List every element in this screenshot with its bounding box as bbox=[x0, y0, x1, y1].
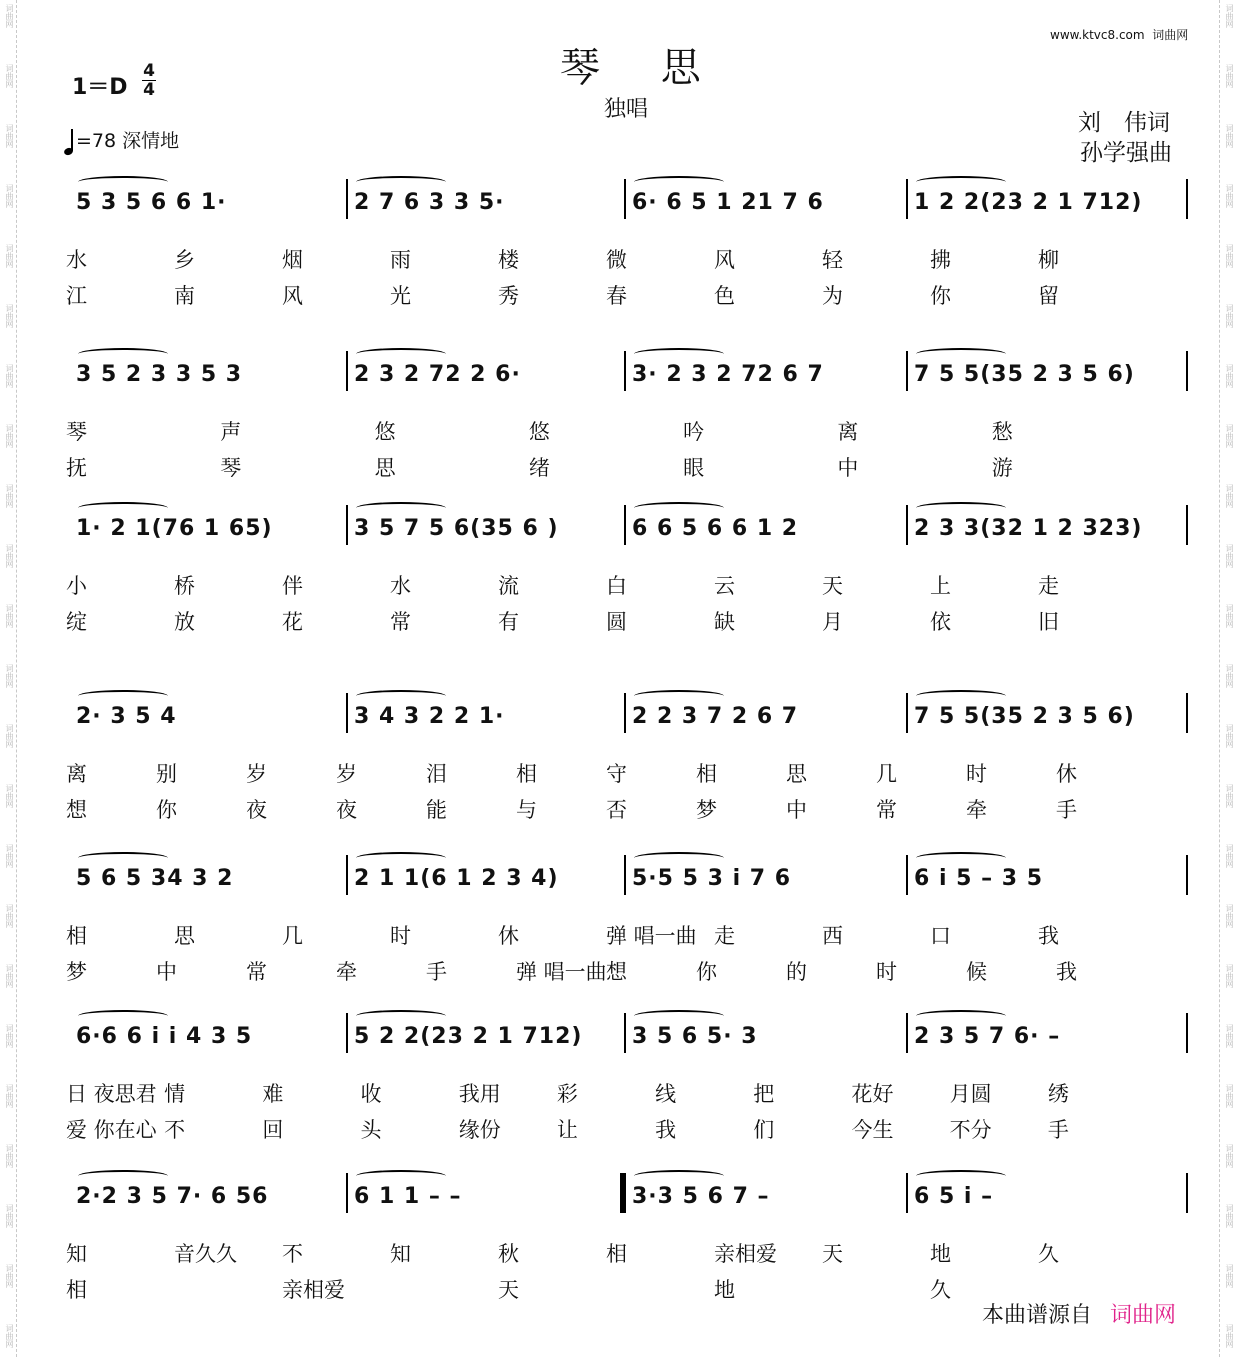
lyric-syllable: 月圆 bbox=[949, 1082, 992, 1106]
lyric-syllable: 弹 唱一曲 bbox=[606, 924, 697, 948]
lyric-syllable: 圆 bbox=[606, 610, 627, 634]
lyric-syllable: 梦 bbox=[696, 798, 717, 822]
barline bbox=[346, 505, 348, 545]
barline bbox=[1186, 1013, 1188, 1053]
lyric-syllable: 愁 bbox=[991, 420, 1013, 444]
lyric-syllable: 休 bbox=[498, 924, 519, 948]
lyric-syllable: 抚 bbox=[66, 456, 87, 480]
slur-mark bbox=[916, 852, 1006, 864]
lyric-syllable: 秋 bbox=[498, 1242, 519, 1266]
time-signature-top: 4 bbox=[143, 61, 155, 81]
lyric-syllable: 天 bbox=[822, 1242, 843, 1266]
measure-notes: 6 5 i – bbox=[914, 1184, 994, 1209]
lyric-syllable: 亲相爱 bbox=[714, 1242, 777, 1266]
measure-notes: 7 5 5(35 2 3 5 6) bbox=[914, 704, 1135, 729]
side-watermark-mark: 词曲网 bbox=[5, 244, 14, 268]
side-watermark-mark: 词曲网 bbox=[1225, 124, 1234, 148]
measure-notes: 2 1 1(6 1 2 3 4) bbox=[354, 866, 559, 891]
lyric-syllable: 旧 bbox=[1038, 610, 1059, 634]
lyric-syllable: 放 bbox=[174, 610, 195, 634]
slur-mark bbox=[356, 1170, 446, 1182]
lyric-syllable: 依 bbox=[930, 610, 951, 634]
lyric-syllable: 休 bbox=[1056, 762, 1077, 786]
slur-mark bbox=[634, 690, 724, 702]
barline bbox=[346, 693, 348, 733]
composer-credit: 孙学强曲 bbox=[1080, 140, 1172, 166]
lyric-syllable: 桥 bbox=[174, 574, 195, 598]
slur-mark bbox=[916, 1010, 1006, 1022]
side-watermark-mark: 词曲网 bbox=[1225, 424, 1234, 448]
lyric-syllable: 流 bbox=[498, 574, 519, 598]
lyric-syllable: 为 bbox=[822, 284, 843, 308]
measure-notes: 5·5 5 3 i 7 6 bbox=[632, 866, 792, 891]
lyric-syllable: 们 bbox=[753, 1118, 775, 1142]
lyric-syllable: 能 bbox=[426, 798, 447, 822]
lyricist-credit: 刘 伟词 bbox=[1078, 110, 1170, 136]
slur-mark bbox=[78, 690, 168, 702]
measure-notes: 3·3 5 6 7 – bbox=[632, 1184, 770, 1209]
lyric-syllable: 相 bbox=[516, 762, 537, 786]
side-watermark-mark: 词曲网 bbox=[1225, 64, 1234, 88]
lyric-syllable: 几 bbox=[282, 924, 303, 948]
lyric-syllable: 彩 bbox=[556, 1082, 578, 1106]
measure-notes: 2·2 3 5 7· 6 56 bbox=[76, 1184, 269, 1209]
side-watermark-mark: 词曲网 bbox=[1225, 1144, 1234, 1168]
side-watermark-mark: 词曲网 bbox=[5, 304, 14, 328]
lyric-syllable: 绽 bbox=[66, 610, 87, 634]
lyric-syllable: 秀 bbox=[498, 284, 519, 308]
lyric-syllable: 回 bbox=[262, 1118, 284, 1142]
slur-mark bbox=[356, 852, 446, 864]
lyric-syllable: 雨 bbox=[390, 248, 411, 272]
lyric-syllable: 泪 bbox=[426, 762, 447, 786]
lyric-syllable: 手 bbox=[426, 960, 447, 984]
song-subtitle: 独唱 bbox=[604, 97, 649, 122]
slur-mark bbox=[916, 502, 1006, 514]
lyric-syllable: 楼 bbox=[498, 248, 519, 272]
measure-group bbox=[62, 176, 1192, 222]
lyric-syllable: 游 bbox=[991, 456, 1013, 480]
side-watermark-mark: 词曲网 bbox=[5, 544, 14, 568]
lyric-syllable: 轻 bbox=[822, 248, 843, 272]
side-watermark-mark: 词曲网 bbox=[5, 844, 14, 868]
lyric-syllable: 南 bbox=[174, 284, 195, 308]
side-watermark-mark: 词曲网 bbox=[5, 1324, 14, 1348]
lyric-syllable: 不 bbox=[164, 1118, 186, 1142]
barline bbox=[1186, 693, 1188, 733]
lyric-syllable: 爱 你在心 bbox=[66, 1118, 157, 1142]
source-footer bbox=[982, 1298, 1176, 1329]
measure-notes: 2 2 3 7 2 6 7 bbox=[632, 704, 799, 729]
slur-mark bbox=[78, 176, 168, 188]
lyric-syllable: 乡 bbox=[174, 248, 195, 272]
lyric-syllable: 手 bbox=[1047, 1118, 1069, 1142]
lyric-syllable: 中 bbox=[837, 456, 859, 480]
lyric-syllable: 难 bbox=[262, 1082, 284, 1106]
key-signature: 1＝D bbox=[72, 75, 128, 100]
lyric-syllable: 把 bbox=[753, 1082, 775, 1106]
side-watermark-mark: 词曲网 bbox=[1225, 904, 1234, 928]
lyric-syllable: 岁 bbox=[246, 762, 267, 786]
measure-notes: 3 5 2 3 3 5 3 bbox=[76, 362, 243, 387]
lyric-syllable: 我 bbox=[1038, 924, 1059, 948]
barline bbox=[906, 351, 908, 391]
side-watermark-mark: 词曲网 bbox=[1225, 964, 1234, 988]
lyric-syllable: 梦 bbox=[66, 960, 87, 984]
barline bbox=[1186, 179, 1188, 219]
lyric-syllable: 云 bbox=[714, 574, 735, 598]
lyric-syllable: 情 bbox=[164, 1082, 186, 1106]
measure-notes: 5 2 2(23 2 1 712) bbox=[354, 1024, 583, 1049]
lyric-syllable: 风 bbox=[714, 248, 735, 272]
lyric-syllable: 离 bbox=[837, 420, 859, 444]
measure-notes: 3 4 3 2 2 1· bbox=[354, 704, 505, 729]
side-watermark-mark: 词曲网 bbox=[1225, 244, 1234, 268]
slur-mark bbox=[356, 1010, 446, 1022]
side-watermark-mark: 词曲网 bbox=[1225, 484, 1234, 508]
lyric-syllable: 中 bbox=[786, 798, 807, 822]
measure-notes: 2 3 3(32 1 2 323) bbox=[914, 516, 1143, 541]
slur-mark bbox=[634, 348, 724, 360]
side-watermark-mark: 词曲网 bbox=[1225, 184, 1234, 208]
measure-group bbox=[62, 1170, 1192, 1216]
slur-mark bbox=[78, 852, 168, 864]
lyric-syllable: 想 bbox=[66, 798, 87, 822]
barline bbox=[346, 1173, 348, 1213]
side-watermark-mark: 词曲网 bbox=[1225, 544, 1234, 568]
measure-notes: 2 3 5 7 6· – bbox=[914, 1024, 1061, 1049]
measure-notes: 5 6 5 34 3 2 bbox=[76, 866, 234, 891]
side-watermark-mark: 词曲网 bbox=[5, 1144, 14, 1168]
lyric-syllable: 我 bbox=[655, 1118, 677, 1142]
lyric-syllable: 相 bbox=[66, 1278, 87, 1302]
side-watermark-mark: 词曲网 bbox=[5, 1084, 14, 1108]
measure-notes: 2 7 6 3 3 5· bbox=[354, 190, 505, 215]
barline bbox=[346, 1013, 348, 1053]
lyric-syllable: 走 bbox=[1038, 574, 1059, 598]
barline bbox=[624, 1013, 626, 1053]
slur-mark bbox=[634, 502, 724, 514]
source-brand: 词曲网 bbox=[1110, 1303, 1177, 1328]
lyric-syllable: 久 bbox=[1038, 1242, 1059, 1266]
lyric-syllable: 知 bbox=[66, 1242, 87, 1266]
lyric-syllable: 夜 bbox=[246, 798, 267, 822]
slur-mark bbox=[78, 348, 168, 360]
measure-notes: 2 3 2 72 2 6· bbox=[354, 362, 521, 387]
lyric-syllable: 时 bbox=[876, 960, 897, 984]
side-watermark-mark: 词曲网 bbox=[1225, 844, 1234, 868]
barline bbox=[906, 855, 908, 895]
barline bbox=[624, 505, 626, 545]
lyric-syllable: 弹 唱一曲 bbox=[516, 960, 607, 984]
lyric-syllable: 时 bbox=[390, 924, 411, 948]
measure-notes: 5 3 5 6 6 1· bbox=[76, 190, 227, 215]
measure-notes: 1 2 2(23 2 1 712) bbox=[914, 190, 1143, 215]
lyric-syllable: 相 bbox=[606, 1242, 627, 1266]
lyric-syllable: 几 bbox=[876, 762, 897, 786]
lyric-syllable: 烟 bbox=[282, 248, 303, 272]
lyric-syllable: 否 bbox=[606, 798, 627, 822]
barline bbox=[624, 855, 626, 895]
measure-group bbox=[62, 502, 1192, 548]
measure-notes: 6 i 5 – 3 5 bbox=[914, 866, 1044, 891]
barline bbox=[906, 1013, 908, 1053]
lyric-syllable: 微 bbox=[606, 248, 627, 272]
lyric-syllable: 琴 bbox=[66, 420, 87, 444]
quarter-note-icon bbox=[64, 129, 74, 155]
lyric-syllable: 久 bbox=[930, 1278, 951, 1302]
lyric-syllable: 走 bbox=[714, 924, 735, 948]
lyric-syllable: 常 bbox=[390, 610, 411, 634]
lyric-syllable: 琴 bbox=[220, 456, 242, 480]
measure-notes: 6·6 6 i i 4 3 5 bbox=[76, 1024, 253, 1049]
lyric-syllable: 思 bbox=[786, 762, 807, 786]
slur-mark bbox=[356, 176, 446, 188]
lyric-syllable: 中 bbox=[156, 960, 177, 984]
side-watermark-mark: 词曲网 bbox=[5, 1024, 14, 1048]
slur-mark bbox=[356, 502, 446, 514]
side-watermark-mark: 词曲网 bbox=[5, 964, 14, 988]
side-watermark-mark: 词曲网 bbox=[1225, 604, 1234, 628]
barline bbox=[346, 855, 348, 895]
barline bbox=[906, 505, 908, 545]
slur-mark bbox=[78, 1170, 168, 1182]
lyric-syllable: 相 bbox=[66, 924, 87, 948]
lyric-syllable: 江 bbox=[66, 284, 87, 308]
lyric-syllable: 离 bbox=[66, 762, 87, 786]
measure-notes: 7 5 5(35 2 3 5 6) bbox=[914, 362, 1135, 387]
lyric-syllable: 水 bbox=[390, 574, 411, 598]
measure-notes: 6 6 5 6 6 1 2 bbox=[632, 516, 799, 541]
measure-group bbox=[62, 1010, 1192, 1056]
side-watermark-mark: 词曲网 bbox=[5, 124, 14, 148]
lyric-syllable: 别 bbox=[156, 762, 177, 786]
lyric-syllable: 地 bbox=[714, 1278, 735, 1302]
side-watermark-mark: 词曲网 bbox=[5, 1204, 14, 1228]
slur-mark bbox=[356, 690, 446, 702]
side-watermark-mark: 词曲网 bbox=[5, 724, 14, 748]
lyric-syllable: 伴 bbox=[282, 574, 303, 598]
lyric-syllable: 常 bbox=[246, 960, 267, 984]
lyric-syllable: 风 bbox=[282, 284, 303, 308]
lyric-syllable: 春 bbox=[606, 284, 627, 308]
slur-mark bbox=[356, 348, 446, 360]
lyric-syllable: 天 bbox=[498, 1278, 519, 1302]
measure-notes: 3 5 6 5· 3 bbox=[632, 1024, 758, 1049]
lyric-syllable: 口 bbox=[930, 924, 951, 948]
lyric-syllable: 月 bbox=[822, 610, 843, 634]
slur-mark bbox=[634, 852, 724, 864]
lyric-syllable: 牵 bbox=[966, 798, 987, 822]
measure-notes: 3· 2 3 2 72 6 7 bbox=[632, 362, 824, 387]
lyric-syllable: 想 bbox=[606, 960, 627, 984]
barline bbox=[346, 179, 348, 219]
side-watermark-mark: 词曲网 bbox=[5, 424, 14, 448]
lyric-syllable: 西 bbox=[822, 924, 843, 948]
slur-mark bbox=[78, 502, 168, 514]
barline bbox=[624, 1173, 626, 1213]
lyric-syllable: 的 bbox=[786, 960, 807, 984]
lyric-syllable: 知 bbox=[390, 1242, 411, 1266]
lyric-syllable: 夜 bbox=[336, 798, 357, 822]
barline bbox=[1186, 855, 1188, 895]
barline bbox=[1186, 505, 1188, 545]
lyric-syllable: 今生 bbox=[851, 1118, 894, 1142]
lyric-syllable: 地 bbox=[930, 1242, 951, 1266]
lyric-syllable: 缺 bbox=[714, 610, 735, 634]
lyric-syllable: 光 bbox=[390, 284, 411, 308]
lyric-syllable: 声 bbox=[220, 420, 242, 444]
side-watermark-mark: 词曲网 bbox=[5, 904, 14, 928]
barline bbox=[906, 693, 908, 733]
side-watermark-mark: 词曲网 bbox=[5, 604, 14, 628]
lyric-syllable: 天 bbox=[822, 574, 843, 598]
lyric-syllable: 岁 bbox=[336, 762, 357, 786]
measure-notes: 1· 2 1(76 1 65) bbox=[76, 516, 273, 541]
measure-notes: 6· 6 5 1 21 7 6 bbox=[632, 190, 824, 215]
lyric-syllable: 留 bbox=[1038, 284, 1059, 308]
lyric-syllable: 缘份 bbox=[458, 1118, 501, 1142]
lyric-syllable: 上 bbox=[930, 574, 951, 598]
lyric-syllable: 花 bbox=[282, 610, 303, 634]
side-watermark-mark: 词曲网 bbox=[5, 64, 14, 88]
lyric-syllable: 绪 bbox=[528, 456, 550, 480]
lyric-syllable: 花好 bbox=[851, 1082, 894, 1106]
side-watermark-mark: 词曲网 bbox=[1225, 1264, 1234, 1288]
side-watermark-mark: 词曲网 bbox=[1225, 1084, 1234, 1108]
side-watermark-mark: 词曲网 bbox=[1225, 724, 1234, 748]
barline bbox=[906, 179, 908, 219]
lyric-syllable: 我用 bbox=[458, 1082, 501, 1106]
side-watermark-mark: 词曲网 bbox=[5, 484, 14, 508]
measure-group bbox=[62, 852, 1192, 898]
measure-group bbox=[62, 690, 1192, 736]
lyric-syllable: 有 bbox=[498, 610, 519, 634]
lyric-syllable: 白 bbox=[606, 574, 627, 598]
lyric-syllable: 守 bbox=[606, 762, 627, 786]
side-watermark-mark: 词曲网 bbox=[5, 184, 14, 208]
lyric-syllable: 小 bbox=[66, 574, 87, 598]
side-watermark-mark: 词曲网 bbox=[1225, 1204, 1234, 1228]
lyric-syllable: 色 bbox=[714, 284, 735, 308]
measure-notes: 3 5 7 5 6(35 6 ) bbox=[354, 516, 559, 541]
side-watermark-mark: 词曲网 bbox=[1225, 304, 1234, 328]
lyric-syllable: 线 bbox=[655, 1082, 677, 1106]
song-title: 琴 思 bbox=[560, 45, 725, 91]
lyric-syllable: 音久久 bbox=[174, 1242, 237, 1266]
tempo-marking bbox=[64, 126, 179, 155]
lyric-syllable: 绣 bbox=[1047, 1082, 1069, 1106]
slur-mark bbox=[634, 1010, 724, 1022]
tempo-text: =78 深情地 bbox=[76, 130, 180, 152]
slur-mark bbox=[634, 176, 724, 188]
time-signature-bottom: 4 bbox=[143, 80, 155, 100]
lyric-syllable: 与 bbox=[516, 798, 537, 822]
slur-mark bbox=[78, 1010, 168, 1022]
lyric-syllable: 时 bbox=[966, 762, 987, 786]
side-watermark-mark: 词曲网 bbox=[5, 4, 14, 28]
slur-mark bbox=[634, 1170, 724, 1182]
lyric-syllable: 日 夜思君 bbox=[66, 1082, 157, 1106]
barline bbox=[1186, 1173, 1188, 1213]
side-watermark-mark: 词曲网 bbox=[1225, 364, 1234, 388]
lyric-syllable: 你 bbox=[156, 798, 177, 822]
side-watermark-mark: 词曲网 bbox=[1225, 4, 1234, 28]
slur-mark bbox=[916, 176, 1006, 188]
side-watermark-mark: 词曲网 bbox=[1225, 1324, 1234, 1348]
measure-notes: 6 1 1 – – bbox=[354, 1184, 462, 1209]
lyric-syllable: 不 bbox=[282, 1242, 303, 1266]
barline bbox=[1186, 351, 1188, 391]
source-label: 本曲谱源自 bbox=[982, 1303, 1093, 1328]
lyric-syllable: 水 bbox=[66, 248, 87, 272]
side-watermark-mark: 词曲网 bbox=[5, 664, 14, 688]
lyric-syllable: 思 bbox=[374, 456, 396, 480]
repeat-barline bbox=[620, 1173, 624, 1213]
lyric-syllable: 不分 bbox=[949, 1118, 992, 1142]
measure-notes: 2· 3 5 4 bbox=[76, 704, 177, 729]
time-signature bbox=[142, 62, 156, 99]
lyric-syllable: 相 bbox=[696, 762, 717, 786]
lyric-syllable: 思 bbox=[174, 924, 195, 948]
lyric-syllable: 我 bbox=[1056, 960, 1077, 984]
lyric-syllable: 牵 bbox=[336, 960, 357, 984]
barline bbox=[346, 351, 348, 391]
lyric-syllable: 头 bbox=[360, 1118, 382, 1142]
side-watermark-mark: 词曲网 bbox=[1225, 1024, 1234, 1048]
lyric-syllable: 收 bbox=[360, 1082, 382, 1106]
slur-mark bbox=[916, 348, 1006, 360]
lyric-syllable: 悠 bbox=[374, 420, 396, 444]
lyric-syllable: 手 bbox=[1056, 798, 1077, 822]
side-watermark-mark: 词曲网 bbox=[5, 784, 14, 808]
slur-mark bbox=[916, 1170, 1006, 1182]
barline bbox=[624, 179, 626, 219]
measure-group bbox=[62, 348, 1192, 394]
lyric-syllable: 眼 bbox=[683, 456, 705, 480]
lyric-syllable: 你 bbox=[696, 960, 717, 984]
barline bbox=[624, 693, 626, 733]
side-watermark-mark: 词曲网 bbox=[1225, 664, 1234, 688]
lyric-syllable: 候 bbox=[966, 960, 987, 984]
side-watermark-mark: 词曲网 bbox=[5, 364, 14, 388]
slur-mark bbox=[916, 690, 1006, 702]
side-watermark-mark: 词曲网 bbox=[5, 1264, 14, 1288]
lyric-syllable: 常 bbox=[876, 798, 897, 822]
barline bbox=[624, 351, 626, 391]
lyric-syllable: 柳 bbox=[1038, 248, 1059, 272]
lyric-syllable: 悠 bbox=[528, 420, 550, 444]
lyric-syllable: 吟 bbox=[683, 420, 705, 444]
site-watermark: www.ktvc8.com 词曲网 bbox=[1050, 28, 1189, 42]
lyric-syllable: 亲相爱 bbox=[282, 1278, 345, 1302]
barline bbox=[906, 1173, 908, 1213]
lyric-syllable: 你 bbox=[930, 284, 951, 308]
side-watermark-mark: 词曲网 bbox=[1225, 784, 1234, 808]
lyric-syllable: 拂 bbox=[930, 248, 951, 272]
lyric-syllable: 让 bbox=[556, 1118, 578, 1142]
